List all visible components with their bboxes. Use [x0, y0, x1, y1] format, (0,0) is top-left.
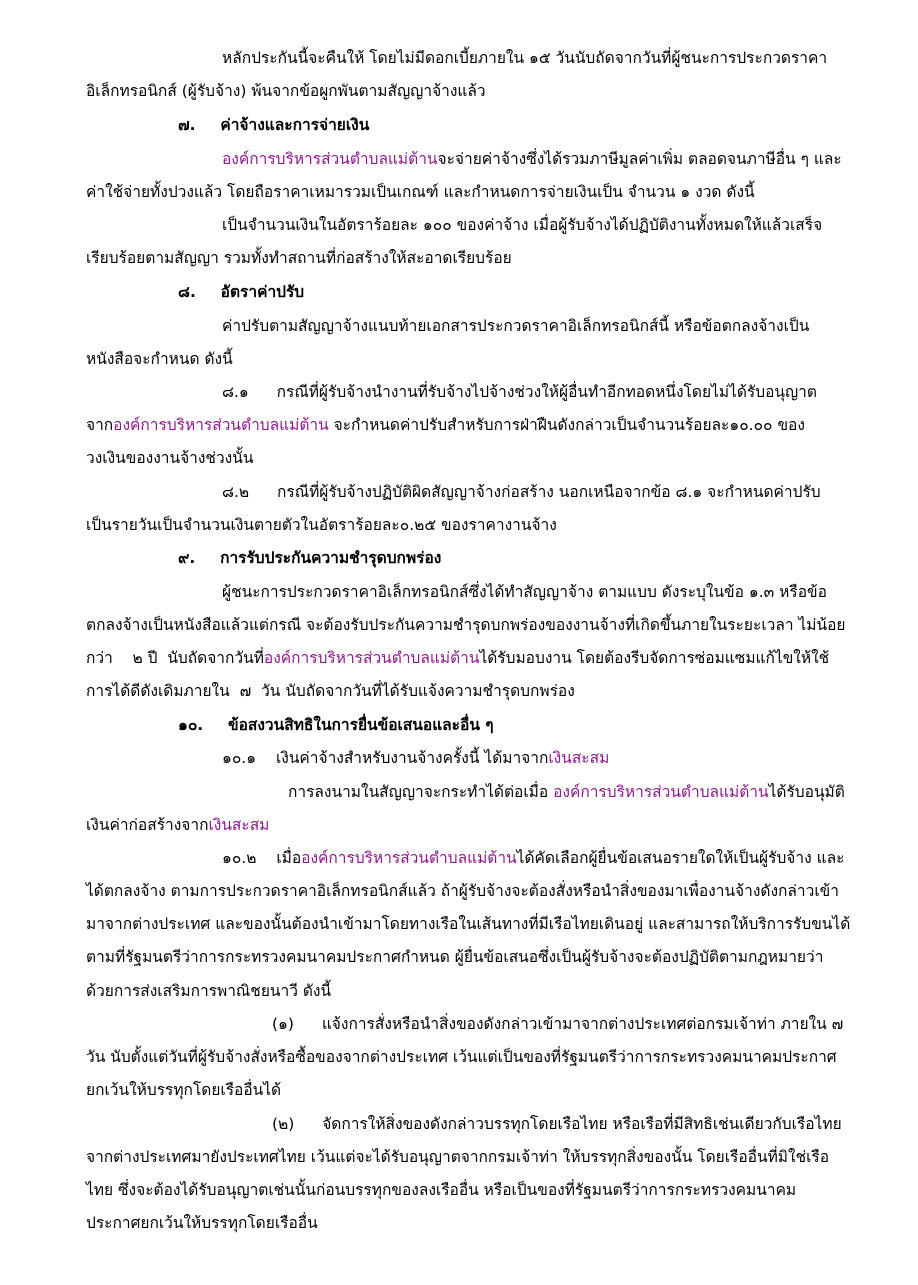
- paragraph-line: มาจากต่างประเทศ และของนั้นต้องนำเข้ามาโดยทางเรือในเส้นทางที่มีเรือไทยเดินอยู่ และสามารถให้บริการรับขนได้: [86, 915, 851, 933]
- organization-name: องค์การบริหารส่วนตำบลแม่ต้าน: [553, 783, 769, 801]
- organization-name: องค์การบริหารส่วนตำบลแม่ต้าน: [113, 416, 329, 434]
- section-number: ๘.: [178, 283, 196, 301]
- section-number: ๙.: [178, 549, 196, 567]
- paragraph-line: ไทย ซึ่งจะต้องได้รับอนุญาตเช่นนั้นก่อนบรรทุกของลงเรืออื่น หรือเป็นของที่รัฐมนตรีว่าการกระทรวงคมนาคม: [86, 1181, 797, 1199]
- organization-name: องค์การบริหารส่วนตำบลแม่ต้าน: [263, 649, 480, 667]
- section-number: ๗.: [178, 116, 196, 134]
- paragraph-line: หนังสือจะกำหนด ดังนี้: [86, 350, 233, 368]
- paragraph-line: ตกลงจ้างเป็นหนังสือแล้วแต่กรณี จะต้องรับประกันความชำรุดบกพร่องของงานจ้างที่เกิดขึ้นภายในระยะเวลา ไม่น้อย: [86, 616, 846, 634]
- paragraph-line: ค่าใช้จ่ายทั้งปวงแล้ว โดยถือราคาเหมารวมเป็นเกณฑ์ และกำหนดการจ่ายเงินเป็น จำนวน ๑ งวด ดังนี้: [86, 183, 755, 201]
- funding-source: เงินสะสม: [208, 816, 270, 834]
- paragraph-line: ประกาศยกเว้นให้บรรทุกโดยเรืออื่น: [86, 1214, 318, 1232]
- paragraph-line: อิเล็กทรอนิกส์ (ผู้รับจ้าง) พ้นจากข้อผูกพันตามสัญญาจ้างแล้ว: [86, 82, 486, 100]
- section-title: ข้อสงวนสิทธิในการยื่นข้อเสนอและอื่น ๆ: [228, 716, 494, 734]
- paragraph-line: ด้วยการส่งเสริมการพาณิชยนาวี ดังนี้: [86, 982, 332, 1000]
- section-title: ค่าจ้างและการจ่ายเงิน: [220, 116, 370, 134]
- paragraph-line: ค่าปรับตามสัญญาจ้างแนบท้ายเอกสารประกวดราคาอิเล็กทรอนิกส์นี้ หรือข้อตกลงจ้างเป็น: [222, 317, 810, 335]
- subsection-number: ๑๐.๑: [222, 749, 257, 767]
- paragraph-line: เงินค่าก่อสร้างจากเงินสะสม: [86, 816, 270, 834]
- section-heading-7: [178, 114, 918, 136]
- subsection-number: ๑๐.๒: [222, 849, 257, 867]
- section-heading-9: [178, 547, 918, 569]
- section-heading-8: [178, 281, 918, 303]
- paragraph-line: เรียบร้อยตามสัญญา รวมทั้งทำสถานที่ก่อสร้างให้สะอาดเรียบร้อย: [86, 249, 512, 267]
- paragraph-line: หลักประกันนี้จะคืนให้ โดยไม่มีดอกเบี้ยภายใน ๑๕ วันนับถัดจากวันที่ผู้ชนะการประกวดราคา: [222, 49, 828, 67]
- paragraph-line: เป็นรายวันเป็นจำนวนเงินตายตัวในอัตราร้อยละ๐.๒๕ ของราคางานจ้าง: [86, 516, 557, 534]
- paragraph-line: ผู้ชนะการประกวดราคาอิเล็กทรอนิกส์ซึ่งได้ทำสัญญาจ้าง ตามแบบ ดังระบุในข้อ ๑.๓ หรือข้อ: [222, 583, 827, 601]
- section-title: การรับประกันความชำรุดบกพร่อง: [220, 549, 442, 567]
- section-heading-10: [178, 714, 918, 736]
- paragraph-line: จากต่างประเทศมายังประเทศไทย เว้นแต่จะได้รับอนุญาตจากกรมเจ้าท่า ให้บรรทุกสิ่งของนั้น โดยเรืออื่นที่มิใช่เรือ: [86, 1148, 830, 1166]
- subsection-8-1: ๘.๑ กรณีที่ผู้รับจ้างนำงานที่รับจ้างไปจ้างช่วงให้ผู้อื่นทำอีกทอดหนึ่งโดยไม่ได้รับอนุญาต: [222, 383, 817, 401]
- item-10-2-2: (๒) จัดการให้สิ่งของดังกล่าวบรรทุกโดยเรือไทย หรือเรือที่มีสิทธิเช่นเดียวกับเรือไทย: [272, 1115, 842, 1133]
- paragraph-line: เป็นจำนวนเงินในอัตราร้อยละ ๑๐๐ ของค่าจ้าง เมื่อผู้รับจ้างได้ปฏิบัติงานทั้งหมดให้แล้วเสร็จ: [222, 216, 823, 234]
- subsection-10-2: ๑๐.๒ เมื่อองค์การบริหารส่วนตำบลแม่ต้านได้คัดเลือกผู้ยื่นข้อเสนอรายใดให้เป็นผู้รับจ้าง และ: [222, 849, 845, 867]
- section-number: ๑๐.: [178, 716, 204, 734]
- paragraph-line: จากองค์การบริหารส่วนตำบลแม่ต้าน จะกำหนดค่าปรับสำหรับการฝ่าฝืนดังกล่าวเป็นจำนวนร้อยละ๑๐.๐๐ ของ: [86, 416, 805, 434]
- item-10-2-1: (๑) แจ้งการสั่งหรือนำสิ่งของดังกล่าวเข้ามาจากต่างประเทศต่อกรมเจ้าท่า ภายใน ๗: [272, 1015, 844, 1033]
- subsection-8-2: ๘.๒ กรณีที่ผู้รับจ้างปฏิบัติผิดสัญญาจ้างก่อสร้าง นอกเหนือจากข้อ ๘.๑ จะกำหนดค่าปรับ: [222, 483, 821, 501]
- paragraph-line: วงเงินของงานจ้างช่วงนั้น: [86, 449, 254, 467]
- paragraph-line: การลงนามในสัญญาจะกระทำได้ต่อเมื่อ องค์การบริหารส่วนตำบลแม่ต้านได้รับอนุมัติ: [288, 783, 845, 801]
- item-number: (๑): [272, 1015, 294, 1033]
- subsection-number: ๘.๑: [222, 383, 249, 401]
- paragraph-line: การได้ดีดังเดิมภายใน ๗ วัน นับถัดจากวันที่ได้รับแจ้งความชำรุดบกพร่อง: [86, 682, 575, 700]
- item-number: (๒): [272, 1115, 295, 1133]
- paragraph-line: องค์การบริหารส่วนตำบลแม่ต้านจะจ่ายค่าจ้างซึ่งได้รวมภาษีมูลค่าเพิ่ม ตลอดจนภาษีอื่น ๆ และ: [222, 150, 842, 168]
- paragraph-line: ยกเว้นให้บรรทุกโดยเรืออื่นได้: [86, 1081, 282, 1099]
- funding-source: เงินสะสม: [548, 749, 610, 767]
- subsection-number: ๘.๒: [222, 483, 250, 501]
- paragraph-line: ได้ตกลงจ้าง ตามการประกวดราคาอิเล็กทรอนิกส์แล้ว ถ้าผู้รับจ้างจะต้องสั่งหรือนำสิ่งของมาเพื่องานจ้างดังกล่าวเข้า: [86, 882, 839, 900]
- organization-name: องค์การบริหารส่วนตำบลแม่ต้าน: [222, 150, 438, 168]
- section-title: อัตราค่าปรับ: [220, 283, 305, 301]
- subsection-10-1: ๑๐.๑ เงินค่าจ้างสำหรับงานจ้างครั้งนี้ ได้มาจากเงินสะสม: [222, 749, 610, 767]
- organization-name: องค์การบริหารส่วนตำบลแม่ต้าน: [301, 849, 517, 867]
- paragraph-line: วัน นับตั้งแต่วันที่ผู้รับจ้างสั่งหรือซื้อของจากต่างประเทศ เว้นแต่เป็นของที่รัฐมนตรีว่าการกระทรวงคมนาคมประกาศ: [86, 1048, 837, 1066]
- paragraph-line: กว่า ๒ ปี นับถัดจากวันที่องค์การบริหารส่วนตำบลแม่ต้านได้รับมอบงาน โดยต้องรีบจัดการซ่อมแซมแก้ไขให้ใช้: [86, 649, 830, 667]
- paragraph-line: ตามที่รัฐมนตรีว่าการกระทรวงคมนาคมประกาศกำหนด ผู้ยื่นข้อเสนอซึ่งเป็นผู้รับจ้างจะต้องปฏิบัติตามกฎหมายว่า: [86, 948, 824, 966]
